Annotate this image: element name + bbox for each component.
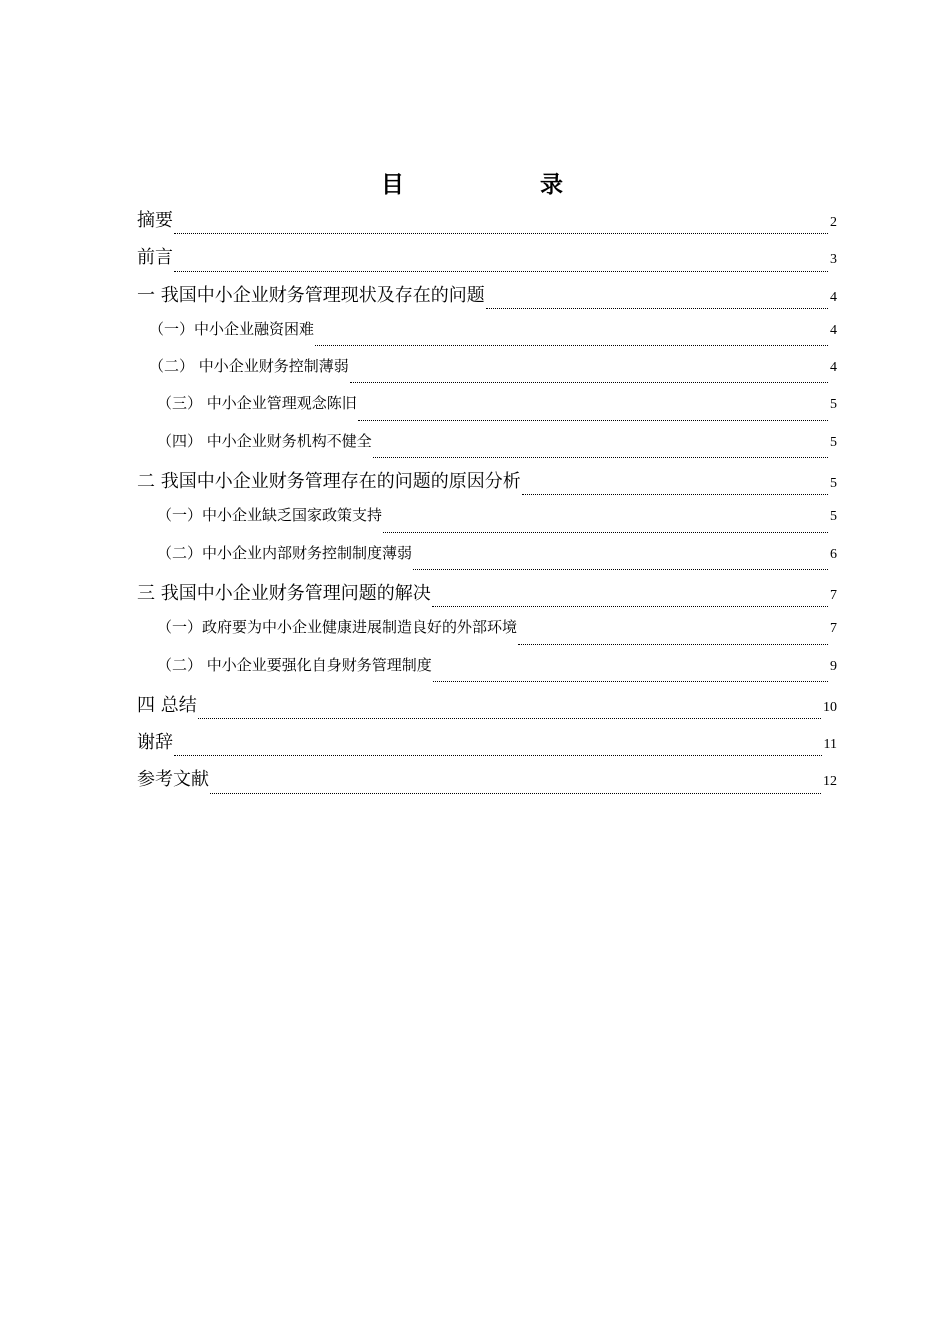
toc-title: 目 录 bbox=[381, 172, 593, 198]
toc-entry-page-number: 4 bbox=[830, 289, 837, 305]
toc-entry-page-number: 10 bbox=[823, 699, 837, 715]
toc-leader-dots bbox=[350, 381, 828, 383]
toc-leader-dots bbox=[174, 232, 828, 234]
toc-entry-text: 参考文献 bbox=[137, 769, 209, 791]
toc-leader-dots bbox=[518, 643, 828, 645]
toc-entry[interactable] bbox=[137, 654, 837, 691]
toc-entry-page-number: 4 bbox=[830, 360, 837, 376]
toc-entry-page-number: 12 bbox=[823, 774, 837, 790]
toc-entry-text: 前言 bbox=[137, 247, 173, 269]
toc-entry[interactable] bbox=[137, 542, 837, 579]
toc-leader-dots bbox=[383, 531, 828, 533]
toc-entry-page-number: 7 bbox=[830, 587, 837, 603]
toc-entry[interactable] bbox=[137, 728, 837, 765]
toc-entry[interactable] bbox=[137, 243, 837, 280]
toc-entry[interactable] bbox=[137, 765, 837, 802]
toc-entry-text: 三 我国中小企业财务管理问题的解决 bbox=[137, 582, 431, 604]
toc-entry-text: （一）政府要为中小企业健康进展制造良好的外部环境 bbox=[157, 618, 518, 637]
toc-leader-dots bbox=[174, 754, 822, 756]
toc-leader-dots bbox=[486, 307, 828, 309]
toc-entry[interactable] bbox=[137, 467, 837, 504]
toc-entry-page-number: 3 bbox=[830, 252, 837, 268]
toc-entry[interactable] bbox=[137, 206, 837, 243]
toc-leader-dots bbox=[174, 270, 828, 272]
toc-entry[interactable] bbox=[137, 616, 837, 653]
toc-entry-page-number: 9 bbox=[830, 658, 837, 674]
toc-leader-dots bbox=[358, 419, 828, 421]
toc-entry-text: （二） 中小企业财务控制薄弱 bbox=[149, 357, 349, 376]
toc-entry-page-number: 6 bbox=[830, 546, 837, 562]
toc-entry-page-number: 7 bbox=[830, 621, 837, 637]
toc-entry-page-number: 5 bbox=[830, 434, 837, 450]
toc-entry-text: （三） 中小企业管理观念陈旧 bbox=[157, 394, 357, 413]
toc-entry-text: （一）中小企业缺乏国家政策支持 bbox=[157, 506, 383, 525]
toc-entry-page-number: 2 bbox=[830, 215, 837, 230]
toc-entry[interactable] bbox=[137, 318, 837, 355]
toc-leader-dots bbox=[413, 568, 828, 570]
toc-leader-dots bbox=[373, 456, 828, 458]
toc-leader-dots bbox=[433, 680, 828, 682]
toc-entry-text: 一 我国中小企业财务管理现状及存在的问题 bbox=[137, 284, 485, 306]
toc-leader-dots bbox=[432, 605, 828, 607]
toc-entry[interactable] bbox=[137, 281, 837, 318]
toc-entry-page-number: 5 bbox=[830, 509, 837, 525]
toc-entry-text: （一）中小企业融资困难 bbox=[149, 319, 315, 338]
toc-entry-page-number: 5 bbox=[830, 397, 837, 413]
toc-leader-dots bbox=[198, 717, 821, 719]
toc-entry-text: （二） 中小企业要强化自身财务管理制度 bbox=[157, 655, 432, 674]
toc-entry-text: （四） 中小企业财务机构不健全 bbox=[157, 431, 372, 450]
toc-entry-text: 四 总结 bbox=[137, 694, 197, 716]
toc-entry-text: 摘要 bbox=[137, 210, 173, 231]
toc-leader-dots bbox=[315, 344, 828, 346]
toc-entry[interactable] bbox=[137, 355, 837, 392]
toc-entry[interactable] bbox=[137, 504, 837, 541]
toc-entry-page-number: 11 bbox=[823, 737, 837, 753]
toc-leader-dots bbox=[210, 792, 821, 794]
toc-entry-text: （二）中小企业内部财务控制制度薄弱 bbox=[157, 543, 413, 562]
toc-leader-dots bbox=[522, 493, 828, 495]
toc-entry-text: 谢辞 bbox=[137, 732, 173, 754]
toc-entry-page-number: 5 bbox=[830, 476, 837, 492]
toc-entry[interactable] bbox=[137, 392, 837, 429]
toc-list bbox=[137, 206, 837, 803]
toc-entry[interactable] bbox=[137, 691, 837, 728]
toc-entry[interactable] bbox=[137, 579, 837, 616]
toc-entry[interactable] bbox=[137, 430, 837, 467]
toc-entry-page-number: 4 bbox=[830, 322, 837, 338]
toc-entry-text: 二 我国中小企业财务管理存在的问题的原因分析 bbox=[137, 471, 521, 493]
